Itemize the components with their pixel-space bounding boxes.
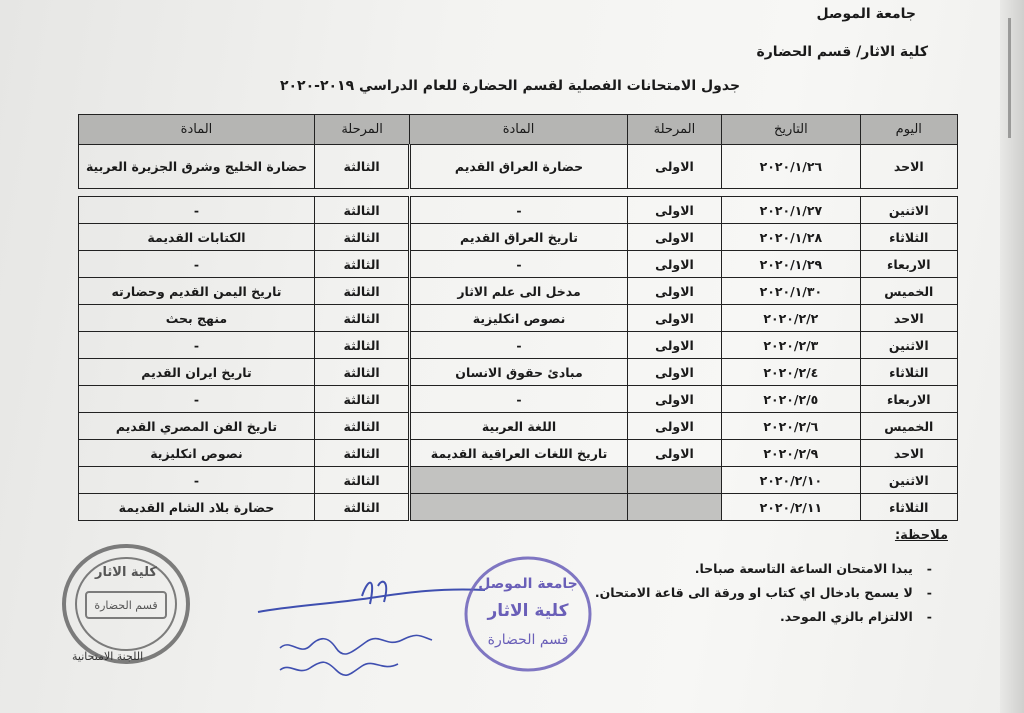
table-row: [79, 440, 958, 467]
svg-text:كلية الاثار: كلية الاثار: [95, 565, 157, 580]
day-cell: الاحد: [860, 305, 957, 332]
day-cell: الاثنين: [860, 467, 957, 494]
date-cell: ٢٠٢٠/٢/٢: [722, 305, 860, 332]
day-cell: الاثنين: [860, 332, 957, 359]
stage-third-cell: الثالثة: [314, 224, 409, 251]
stage-third-cell: الثالثة: [314, 251, 409, 278]
stage-first-cell: الاولى: [627, 145, 721, 189]
date-cell: ٢٠٢٠/١/٢٩: [722, 251, 860, 278]
day-cell: الثلاثاء: [860, 494, 957, 521]
spacer-cell: [722, 189, 860, 197]
subject-first-cell: -: [410, 197, 627, 224]
header-subject-third: المادة: [79, 115, 315, 145]
day-cell: الاربعاء: [860, 386, 957, 413]
subject-third-cell: نصوص انكليزية: [79, 440, 315, 467]
page-edge: [1000, 0, 1024, 713]
subject-third-cell: تاريخ ايران القديم: [79, 359, 315, 386]
spacer-cell: [627, 189, 721, 197]
subject-third-cell: تاريخ اليمن القديم وحضارته: [79, 278, 315, 305]
subject-first-cell: -: [410, 251, 627, 278]
subject-first-cell: تاريخ العراق القديم: [410, 224, 627, 251]
date-cell: ٢٠٢٠/٢/١١: [722, 494, 860, 521]
subject-third-cell: -: [79, 332, 315, 359]
spacer-cell: [410, 189, 627, 197]
spacer-cell: [79, 189, 315, 197]
stage-third-cell: الثالثة: [314, 145, 409, 189]
table-row: [79, 224, 958, 251]
header-date: التاريخ: [722, 115, 860, 145]
stage-third-cell: الثالثة: [314, 197, 409, 224]
stage-third-cell: الثالثة: [314, 467, 409, 494]
table-row: [79, 145, 958, 189]
stage-third-cell: الثالثة: [314, 386, 409, 413]
stage-third-cell: الثالثة: [314, 440, 409, 467]
day-cell: الخميس: [860, 413, 957, 440]
table-row: [79, 494, 958, 521]
schedule-title: جدول الامتحانات الفصلية لقسم الحضارة للعام الدراسي ٢٠١٩-٢٠٢٠: [279, 78, 741, 94]
stage-first-cell: الاولى: [627, 197, 721, 224]
spacer-cell: [314, 189, 409, 197]
table-row: [79, 359, 958, 386]
stage-third-cell: الثالثة: [314, 278, 409, 305]
subject-third-cell: حضارة الخليج وشرق الجزيرة العربية: [79, 145, 315, 189]
svg-text:جامعة الموصل: جامعة الموصل: [478, 576, 578, 592]
date-cell: ٢٠٢٠/١/٣٠: [722, 278, 860, 305]
day-cell: الاحد: [860, 440, 957, 467]
table-row: [79, 386, 958, 413]
table-row: [79, 197, 958, 224]
note-item: - لا يسمح بادخال اي كتاب او ورقة الى قاعة الامتحان.: [594, 584, 932, 600]
table-row: [79, 467, 958, 494]
subject-first-cell: -: [410, 386, 627, 413]
stage-third-cell: الثالثة: [314, 413, 409, 440]
subject-third-cell: -: [79, 467, 315, 494]
subject-first-cell: [410, 467, 627, 494]
subject-third-cell: -: [79, 197, 315, 224]
header-stage-first: المرحلة: [627, 115, 721, 145]
subject-first-cell: حضارة العراق القديم: [410, 145, 627, 189]
svg-text:قسم الحضارة: قسم الحضارة: [487, 632, 569, 648]
stage-first-cell: الاولى: [627, 413, 721, 440]
stage-third-cell: الثالثة: [314, 359, 409, 386]
subject-first-cell: -: [410, 332, 627, 359]
note-item: - الالتزام بالزي الموحد.: [779, 608, 932, 624]
university-name: جامعة الموصل: [816, 6, 916, 22]
date-cell: ٢٠٢٠/٢/٦: [722, 413, 860, 440]
stage-first-cell: الاولى: [627, 251, 721, 278]
subject-third-cell: تاريخ الفن المصري القديم: [79, 413, 315, 440]
date-cell: ٢٠٢٠/٢/٥: [722, 386, 860, 413]
date-cell: ٢٠٢٠/١/٢٨: [722, 224, 860, 251]
subject-first-cell: [410, 494, 627, 521]
stage-third-cell: الثالثة: [314, 332, 409, 359]
subject-first-cell: اللغة العربية: [410, 413, 627, 440]
header-day: اليوم: [860, 115, 957, 145]
department-name: كلية الاثار/ قسم الحضارة: [756, 44, 928, 60]
spacer-cell: [860, 189, 957, 197]
table-row: [79, 278, 958, 305]
subject-first-cell: تاريخ اللغات العراقية القديمة: [410, 440, 627, 467]
table-body: [79, 145, 958, 521]
svg-text:كلية الاثار: كلية الاثار: [487, 601, 569, 621]
subject-third-cell: الكتابات القديمة: [79, 224, 315, 251]
subject-third-cell: -: [79, 386, 315, 413]
date-cell: ٢٠٢٠/١/٢٦: [722, 145, 860, 189]
stage-first-cell: الاولى: [627, 359, 721, 386]
date-cell: ٢٠٢٠/٢/٣: [722, 332, 860, 359]
subject-first-cell: مدخل الى علم الاثار: [410, 278, 627, 305]
date-cell: ٢٠٢٠/١/٢٧: [722, 197, 860, 224]
table-row: [79, 305, 958, 332]
header-subject-first: المادة: [410, 115, 627, 145]
date-cell: ٢٠٢٠/٢/٩: [722, 440, 860, 467]
stage-third-cell: الثالثة: [314, 494, 409, 521]
subject-first-cell: نصوص انكليزية: [410, 305, 627, 332]
notes-title: ملاحظة:: [894, 528, 948, 543]
stage-first-cell: [627, 494, 721, 521]
university-stamp: [460, 554, 596, 674]
notes-list: [595, 556, 932, 628]
day-cell: الاثنين: [860, 197, 957, 224]
table-row: [79, 251, 958, 278]
day-cell: الثلاثاء: [860, 359, 957, 386]
table-row: [79, 413, 958, 440]
table-header-row: [79, 115, 958, 145]
day-cell: الاحد: [860, 145, 957, 189]
subject-third-cell: منهج بحث: [79, 305, 315, 332]
stage-first-cell: الاولى: [627, 224, 721, 251]
note-item: - يبدا الامتحان الساعة التاسعة صباحا.: [694, 560, 932, 576]
stage-first-cell: الاولى: [627, 332, 721, 359]
date-cell: ٢٠٢٠/٢/٤: [722, 359, 860, 386]
subject-third-cell: -: [79, 251, 315, 278]
table-row: [79, 332, 958, 359]
header-stage-third: المرحلة: [314, 115, 409, 145]
day-cell: الاربعاء: [860, 251, 957, 278]
stage-first-cell: الاولى: [627, 305, 721, 332]
subject-third-cell: حضارة بلاد الشام القديمة: [79, 494, 315, 521]
day-cell: الثلاثاء: [860, 224, 957, 251]
table-spacer-row: [79, 189, 958, 197]
exam-schedule-table: [78, 114, 958, 521]
committee-label: اللجنة الامتحانية: [72, 650, 144, 663]
svg-text:قسم الحضارة: قسم الحضارة: [94, 599, 158, 612]
stage-first-cell: [627, 467, 721, 494]
stage-third-cell: الثالثة: [314, 305, 409, 332]
stage-first-cell: الاولى: [627, 386, 721, 413]
subject-first-cell: مبادئ حقوق الانسان: [410, 359, 627, 386]
date-cell: ٢٠٢٠/٢/١٠: [722, 467, 860, 494]
stage-first-cell: الاولى: [627, 278, 721, 305]
stage-first-cell: الاولى: [627, 440, 721, 467]
day-cell: الخميس: [860, 278, 957, 305]
